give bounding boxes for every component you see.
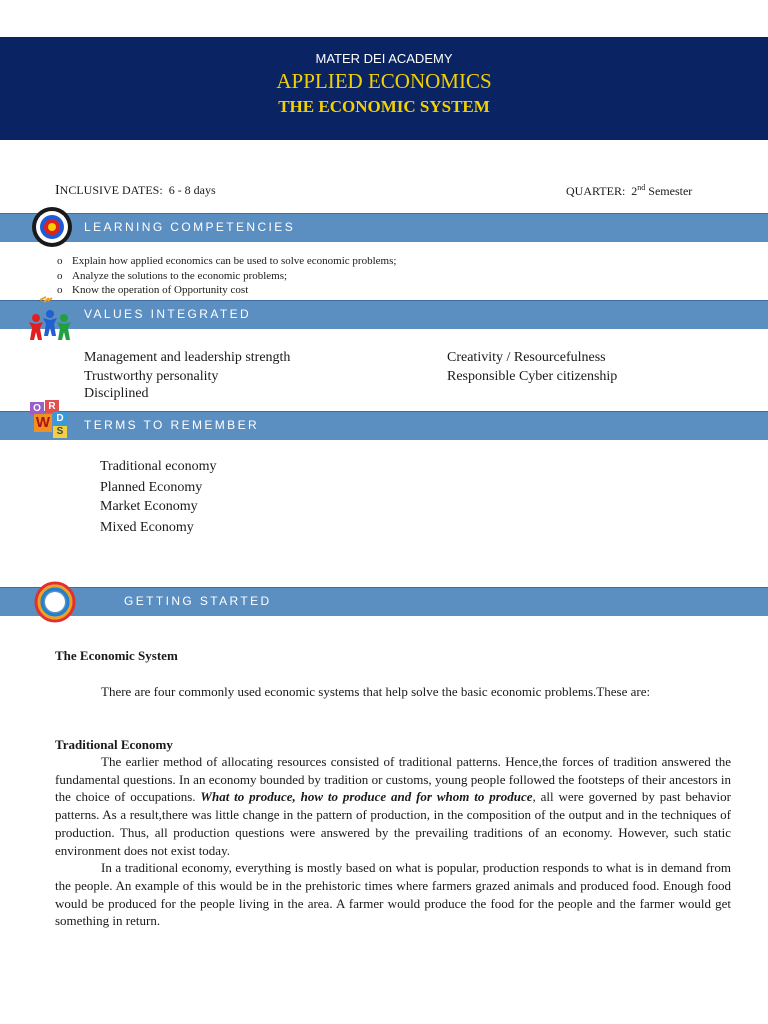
- term-item: Market Economy: [100, 499, 198, 514]
- words-tiles-icon: O R W D S: [28, 400, 72, 438]
- term-item: Planned Economy: [100, 480, 203, 495]
- inclusive-dates: INCLUSIVE DATES: 6 - 8 days: [55, 183, 216, 198]
- terms-to-remember-title: TERMS TO REMEMBER: [84, 418, 260, 432]
- learning-competencies-band: [0, 213, 768, 242]
- key-questions: What to produce, how to produce and for whom to produce: [200, 789, 533, 805]
- traditional-economy-body: [55, 753, 731, 930]
- value-item: Management and leadership strength: [84, 350, 291, 365]
- getting-started-band: [0, 587, 768, 616]
- value-item: Creativity / Resourcefulness: [447, 350, 606, 365]
- unit-title: THE ECONOMIC SYSTEM: [278, 97, 490, 116]
- terms-to-remember-band: [0, 411, 768, 440]
- quarter: QUARTER: 2nd Semester: [566, 183, 693, 198]
- section-heading: The Economic System: [55, 648, 178, 663]
- dates-value: 6 - 8 days: [168, 183, 216, 197]
- learning-competencies-title: LEARNING COMPETENCIES: [84, 220, 296, 234]
- term-item: Traditional economy: [100, 459, 217, 474]
- competency-item: o Explain how applied economics can be used to solve economic problems;: [57, 255, 397, 267]
- getting-started-title: GETTING STARTED: [124, 594, 272, 608]
- competency-item: o Know the operation of Opportunity cost: [57, 284, 249, 296]
- values-integrated-band: [0, 300, 768, 329]
- header-banner: [0, 37, 768, 140]
- value-item: Trustworthy personality: [84, 369, 219, 384]
- school-name: MATER DEI ACADEMY: [315, 51, 453, 66]
- paragraph-2: In a traditional economy, everything is mostly based on what is popular, production responds to what is in demand from the people. An example of this would be in the prehistoric times where farmers grazed animals and produced food. Enough food would be produced for the people living in the area. A farmer would produce the food for the people and the farmer would get something in return.: [55, 860, 731, 929]
- rainbow-circle-icon: [34, 581, 76, 623]
- people-icon: [26, 296, 74, 346]
- value-item: Disciplined: [84, 386, 149, 401]
- values-integrated-title: VALUES INTEGRATED: [84, 307, 252, 321]
- subject-title: APPLIED ECONOMICS: [276, 69, 492, 93]
- competency-item: o Analyze the solutions to the economic problems;: [57, 269, 288, 282]
- target-icon: [30, 205, 74, 249]
- intro-paragraph: There are four commonly used economic systems that help solve the basic economic problems.These are:: [101, 684, 651, 699]
- term-item: Mixed Economy: [100, 520, 194, 535]
- paragraph-1: The earlier method of allocating resources consisted of traditional patterns. Hence,the forces of tradition answered the fundamental questions. In an economy bounded by tradition or customs, young people followed the footsteps of their ancestors in the choice of occupations. What to produce, how to produce and for whom to produce, all were governed by past behavior patterns. As a result,there was little change in the pattern of production, in the composition of the output and in the techniques of production. Thus, all production questions were answered by the prevailing traditions of an economy. However, such static environment does not exist today.: [55, 754, 731, 858]
- value-item: Responsible Cyber citizenship: [447, 369, 618, 384]
- traditional-economy-heading: Traditional Economy: [55, 737, 173, 752]
